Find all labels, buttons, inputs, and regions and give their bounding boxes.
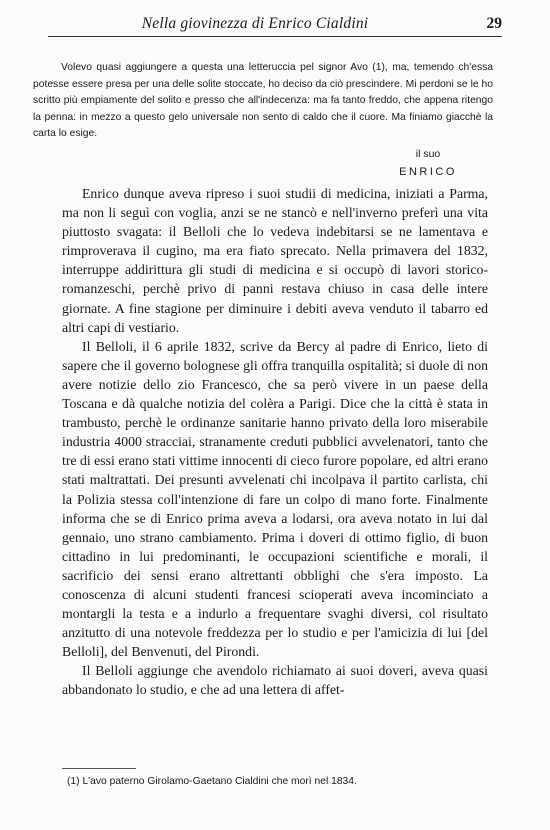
letter-signature: ENRICO (399, 166, 457, 178)
page-number: 29 (486, 15, 502, 32)
letter-signoff (388, 145, 468, 181)
running-title: Nella giovinezza di Enrico Cialdini (141, 15, 369, 32)
body-paragraph-2: Il Belloli, il 6 aprile 1832, scrive da Bercy al padre di Enrico, lieto di sapere che il governo bolognese gli offra tranquilla ospitalità; si duole di non avere notizie dello zio Francesco, che sa però vivere in un paese della Toscana e dà qualche notizia del colèra a Parigi. Dice che la città è stata in trambusto, perchè le ordinanze sanitarie hanno privato della loro miserabile industria 4000 stracciai, stranamente creduti pubblici avvelenatori, tanto che tre di essi erano stati vittime innocenti di cieco furore popolare, ed altri erano stati maltrattati. Dei presunti avvelenati chi incolpava il partito carlista, chi la Polizia stessa coll'intenzione di fare un colpo di mano forte. Finalmente informa che se di Enrico prima aveva a lodarsi, ora aveva notato in lui dal gennaio, uno strano cambiamento. Prima i doveri di ottimo figlio, di buon cittadino in lui predominanti, le occupazioni scientifiche e morali, il sacrificio dei sensi erano altrettanti obblighi che s'era imposto. La conoscenza di alcuni studenti francesi scioperati aveva incominciato a montargli la testa e a indurlo a frequentare svaghi diversi, col risultato anzitutto di una notevole freddezza per lo studio e per l'amicizia di lui [del Belloli], del Benvenuti, del Pirondi. (62, 338, 489, 660)
letter-excerpt (33, 60, 493, 143)
footnote: (1) L'avo paterno Girolamo-Gaetano Cialdini che morì nel 1834. (67, 776, 357, 787)
body-text (62, 184, 488, 700)
letter-closing: il suo (415, 148, 441, 160)
body-paragraph-3: Il Belloli aggiunge che avendolo richiamato ai suoi doveri, aveva quasi abbandonato lo studio, e che ad una lettera di affet- (62, 663, 488, 698)
letter-paragraph: Volevo quasi aggiungere a questa una letteruccia pel signor Avo (1), ma, temendo ch'essa potesse essere presa per una delle solite stoccate, ho deciso da ciò prescindere. Mi perdoni se le ho scritto più empiamente del solito e presso che all'indecenza: ma fa tanto freddo, che appena ritengo la penna: in mezzo a questo gelo universale non sento di caldo che il cuore. Ma finiamo giacchè la carta lo esige. (33, 62, 493, 140)
running-header (48, 14, 502, 37)
body-paragraph-1: Enrico dunque aveva ripreso i suoi studii di medicina, iniziati a Parma, ma non li seguì con voglia, anzi se ne stancò e nell'inverno preferì una vita piuttosto svagata: il Belloli che lo vedeva indebitarsi se ne lamentava e rimproverava il cugino, ma era fiato sprecato. Nella primavera del 1832, interruppe addirittura gli studi di medicina e si occupò di lavori storico-romanzeschi, perchè privo di panni restava chiuso in casa delle intere giornate. A fine stagione per diminuire i debiti aveva venduto il tabarro ed altri capi di vestiario. (62, 186, 488, 335)
footnote-divider (62, 768, 136, 769)
